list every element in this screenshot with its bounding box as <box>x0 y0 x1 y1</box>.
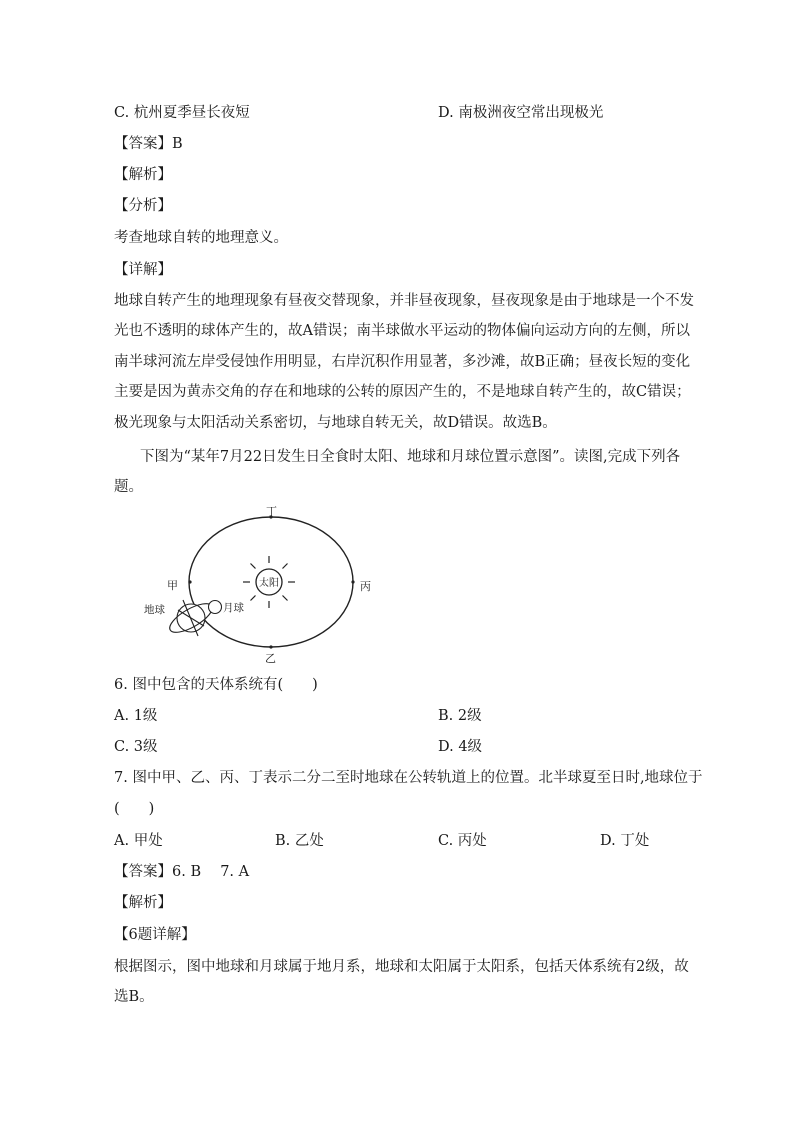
answer-heading: 【答案】B <box>114 136 183 152</box>
q7-option-d[interactable]: D. 丁处 <box>600 833 650 849</box>
label-ding: 丁 <box>266 505 277 518</box>
analysis-heading: 【解析】 <box>114 167 172 183</box>
detail-line: 南半球河流左岸受侵蚀作用明显，右岸沉积作用显著，多沙滩，故B正确；昼夜长短的变化 <box>114 354 691 370</box>
q7-stem: 7. 图中甲、乙、丙、丁表示二分二至时地球在公转轨道上的位置。北半球夏至日时,地球位于 <box>114 770 703 786</box>
sun-label: 太阳 <box>259 578 279 589</box>
detail-line: 极光现象与太阳活动关系密切，与地球自转无关，故D错误。故选B。 <box>114 415 557 431</box>
intro-line: 下图为“某年7月22日发生日全食时太阳、地球和月球位置示意图”。读图,完成下列各 <box>140 449 681 465</box>
fenxi-heading: 【分析】 <box>114 198 172 214</box>
q7-stem-cont: ( ) <box>114 801 155 817</box>
option-c-prev: C. 杭州夏季昼长夜短 <box>114 105 250 121</box>
pos-jia-dot <box>188 580 191 583</box>
earth-label: 地球 <box>144 604 165 616</box>
q6-option-c[interactable]: C. 3级 <box>114 739 158 755</box>
detail-heading: 【详解】 <box>114 262 172 278</box>
label-yi: 乙 <box>265 652 276 665</box>
orbit-diagram <box>140 505 380 665</box>
q6-detail-heading: 【6题详解】 <box>114 927 196 943</box>
q6-option-d[interactable]: D. 4级 <box>438 739 483 755</box>
detail-line: 地球自转产生的地理现象有昼夜交替现象，并非昼夜现象，昼夜现象是由于地球是一个不发 <box>114 293 694 309</box>
q7-option-c[interactable]: C. 丙处 <box>438 833 487 849</box>
q6-option-b[interactable]: B. 2级 <box>438 708 482 724</box>
label-jia: 甲 <box>167 579 178 592</box>
q6-detail-line: 根据图示，图中地球和月球属于地月系，地球和太阳属于太阳系，包括天体系统有2级，故 <box>114 959 689 975</box>
moon-label: 月球 <box>223 602 244 614</box>
label-bing: 丙 <box>360 580 371 593</box>
q6-detail-line: 选B。 <box>114 989 154 1005</box>
q6-stem: 6. 图中包含的天体系统有( ) <box>114 677 318 693</box>
pos-bing-dot <box>351 580 354 583</box>
moon-icon <box>209 601 222 614</box>
analysis2-heading: 【解析】 <box>114 895 172 911</box>
detail-line: 主要是因为黄赤交角的存在和地球的公转的原因产生的，不是地球自转产生的，故C错误； <box>114 384 691 400</box>
q6-option-a[interactable]: A. 1级 <box>114 708 158 724</box>
fenxi-text: 考查地球自转的地理意义。 <box>114 230 288 246</box>
option-d-prev: D. 南极洲夜空常出现极光 <box>438 105 604 121</box>
intro-line: 题。 <box>114 479 143 495</box>
answer2-heading: 【答案】6. B 7. A <box>114 864 250 880</box>
pos-yi-dot <box>269 645 272 648</box>
q7-option-b[interactable]: B. 乙处 <box>275 833 324 849</box>
detail-line: 光也不透明的球体产生的，故A错误；南半球做水平运动的物体偏向运动方向的左侧，所以 <box>114 323 690 339</box>
q7-option-a[interactable]: A. 甲处 <box>114 833 163 849</box>
